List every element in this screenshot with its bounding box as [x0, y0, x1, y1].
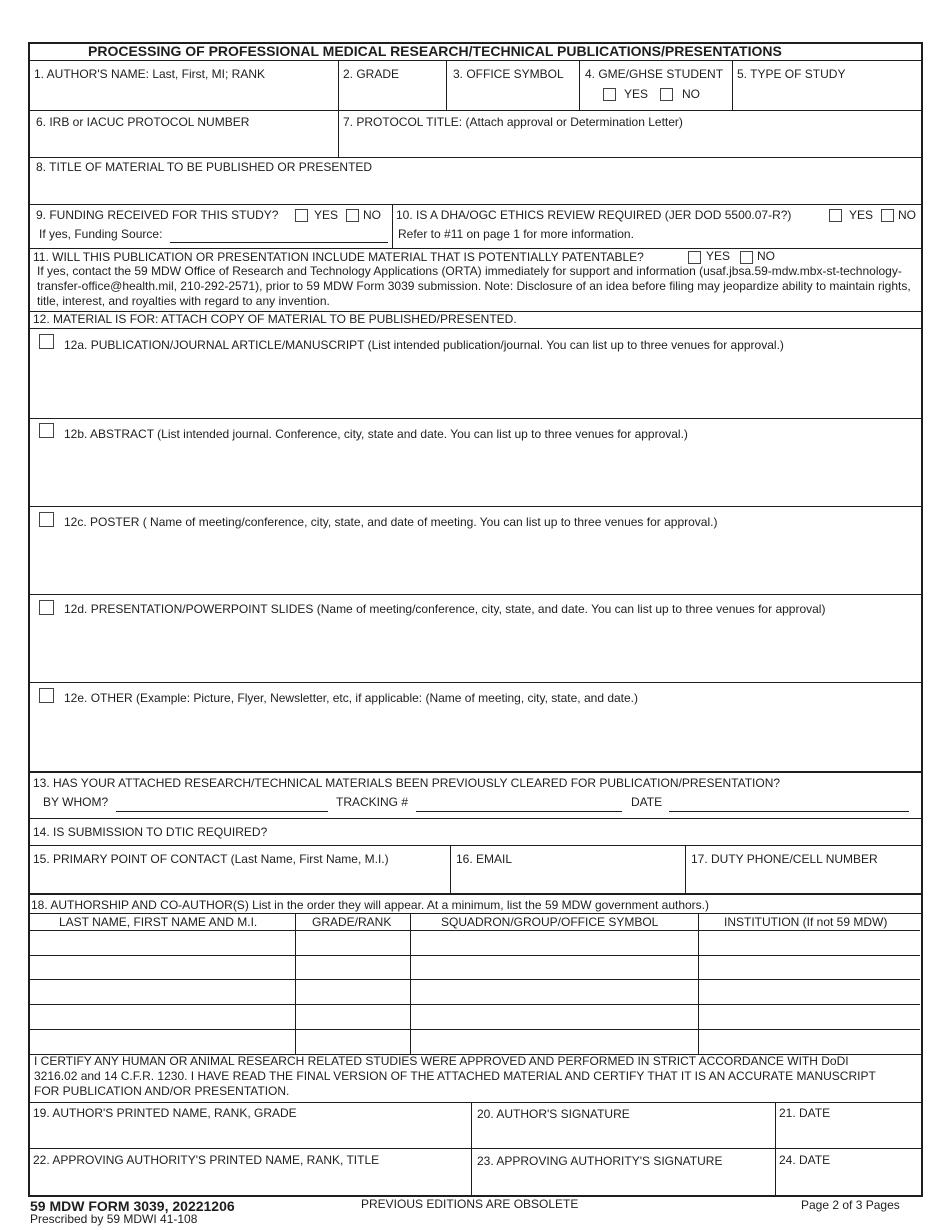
ethics-refer-note: Refer to #11 on page 1 for more information. [398, 227, 634, 241]
divider [28, 1148, 923, 1149]
divider [28, 845, 923, 846]
poster-checkbox[interactable] [39, 512, 54, 527]
field-20-label: 20. AUTHOR'S SIGNATURE [477, 1107, 630, 1121]
certification-statement: I CERTIFY ANY HUMAN OR ANIMAL RESEARCH RELATED STUDIES WERE APPROVED AND PERFORMED IN STRICT ACCORDANCE WITH DoDI 3216.02 and 14 C.F.R. 1230. I HAVE READ THE FINAL VERSION OF THE ATTACHED MATERIAL AND CERTIFY THAT IT IS AN ACCURATE MANUSCRIPT FOR PUBLICATION AND/OR PRESENTATION. [34, 1054, 876, 1098]
field-12-label: 12. MATERIAL IS FOR: ATTACH COPY OF MATERIAL TO BE PUBLISHED/PRESENTED. [33, 312, 517, 326]
author-row-3[interactable] [29, 980, 919, 1003]
field-6-label: 6. IRB or IACUC PROTOCOL NUMBER [36, 115, 250, 129]
form-title: PROCESSING OF PROFESSIONAL MEDICAL RESEARCH/TECHNICAL PUBLICATIONS/PRESENTATIONS [88, 43, 782, 59]
divider [685, 845, 686, 893]
divider [28, 818, 923, 819]
patent-yes-label: YES [706, 249, 731, 263]
field-16-label: 16. EMAIL [456, 852, 513, 866]
funding-no-checkbox[interactable] [346, 209, 359, 222]
author-row-1[interactable] [29, 931, 919, 954]
field-12b-label: 12b. ABSTRACT (List intended journal. Conference, city, state and date. You can list up to three venues for approval.) [64, 427, 688, 441]
gme-yes-label: YES [624, 87, 649, 101]
cleared-date-field[interactable] [669, 811, 909, 812]
divider [28, 60, 923, 61]
ethics-yes-label: YES [849, 208, 874, 222]
field-9-label: 9. FUNDING RECEIVED FOR THIS STUDY? [36, 208, 279, 222]
divider [450, 845, 451, 893]
gme-no-checkbox[interactable] [660, 88, 673, 101]
gme-no-label: NO [682, 87, 700, 101]
page-number: Page 2 of 3 Pages [801, 1198, 900, 1212]
funding-no-label: NO [363, 208, 381, 222]
field-5-label: 5. TYPE OF STUDY [737, 67, 846, 81]
patent-no-label: NO [757, 249, 775, 263]
divider [28, 204, 923, 205]
divider [28, 157, 923, 158]
author-row-2[interactable] [29, 956, 919, 978]
col-header-squadron: SQUADRON/GROUP/OFFICE SYMBOL [441, 915, 659, 929]
ethics-yes-checkbox[interactable] [829, 209, 842, 222]
col-header-institution: INSTITUTION (If not 59 MDW) [724, 915, 888, 929]
divider [28, 682, 923, 683]
field-12d-label: 12d. PRESENTATION/POWERPOINT SLIDES (Name of meeting/conference, city, state, and date. You can list up to three venues for approval) [64, 602, 826, 616]
field-18-label: 18. AUTHORSHIP AND CO-AUTHOR(S) List in the order they will appear. At a minimum, list the 59 MDW government authors.) [31, 898, 710, 912]
field-7-label: 7. PROTOCOL TITLE: (Attach approval or Determination Letter) [343, 115, 683, 129]
field-22-label: 22. APPROVING AUTHORITY'S PRINTED NAME, RANK, TITLE [33, 1153, 380, 1167]
publication-checkbox[interactable] [39, 334, 54, 349]
tracking-label: TRACKING # [336, 795, 409, 809]
divider [28, 418, 923, 419]
field-24-label: 24. DATE [779, 1153, 831, 1167]
divider [28, 893, 923, 895]
divider [338, 60, 339, 110]
divider [775, 1102, 776, 1197]
divider [28, 328, 923, 329]
divider [28, 1102, 923, 1103]
field-15-label: 15. PRIMARY POINT OF CONTACT (Last Name, First Name, M.I.) [33, 852, 389, 866]
field-1-label: 1. AUTHOR'S NAME: Last, First, MI; RANK [34, 67, 265, 81]
field-4-label: 4. GME/GHSE STUDENT [585, 67, 724, 81]
divider [471, 1102, 472, 1197]
obsolete-note: PREVIOUS EDITIONS ARE OBSOLETE [361, 1197, 579, 1211]
divider [28, 913, 923, 914]
field-12c-label: 12c. POSTER ( Name of meeting/conference, city, state, and date of meeting. You can list up to three venues for approval.) [64, 515, 718, 529]
field-19-label: 19. AUTHOR'S PRINTED NAME, RANK, GRADE [33, 1106, 297, 1120]
tracking-field[interactable] [416, 811, 622, 812]
gme-yes-checkbox[interactable] [603, 88, 616, 101]
presentation-checkbox[interactable] [39, 600, 54, 615]
col-header-name: LAST NAME, FIRST NAME AND M.I. [59, 915, 258, 929]
divider [732, 60, 733, 110]
ethics-no-checkbox[interactable] [881, 209, 894, 222]
divider [392, 204, 393, 248]
other-checkbox[interactable] [39, 688, 54, 703]
author-row-4[interactable] [29, 1005, 919, 1028]
by-whom-field[interactable] [116, 811, 328, 812]
field-8-label: 8. TITLE OF MATERIAL TO BE PUBLISHED OR PRESENTED [36, 160, 373, 174]
divider [338, 110, 339, 157]
divider [446, 60, 447, 110]
author-row-5[interactable] [29, 1030, 919, 1053]
funding-yes-label: YES [314, 208, 339, 222]
abstract-checkbox[interactable] [39, 423, 54, 438]
field-12e-label: 12e. OTHER (Example: Picture, Flyer, Newsletter, etc, if applicable: (Name of meeting, city, state, and date.) [64, 691, 639, 705]
field-12a-label: 12a. PUBLICATION/JOURNAL ARTICLE/MANUSCRIPT (List intended publication/journal. You can list up to three venues for approval.) [64, 338, 784, 352]
divider [579, 60, 580, 110]
patent-yes-checkbox[interactable] [688, 251, 701, 264]
field-13-label: 13. HAS YOUR ATTACHED RESEARCH/TECHNICAL MATERIALS BEEN PREVIOUSLY CLEARED FOR PUBLICATION/PRESENTATION? [33, 776, 781, 790]
divider [28, 594, 923, 595]
divider [28, 110, 923, 111]
prescribed-by: Prescribed by 59 MDWI 41-108 [30, 1212, 198, 1226]
field-17-label: 17. DUTY PHONE/CELL NUMBER [691, 852, 878, 866]
form-number: 59 MDW FORM 3039, 20221206 [30, 1198, 235, 1214]
funding-source-label: If yes, Funding Source: [39, 227, 163, 241]
funding-source-field[interactable] [170, 242, 388, 243]
field-21-label: 21. DATE [779, 1106, 831, 1120]
field-3-label: 3. OFFICE SYMBOL [453, 67, 564, 81]
field-14-label: 14. IS SUBMISSION TO DTIC REQUIRED? [33, 825, 268, 839]
field-10-label: 10. IS A DHA/OGC ETHICS REVIEW REQUIRED (JER DOD 5500.07-R?) [396, 208, 792, 222]
divider [28, 506, 923, 507]
by-whom-label: BY WHOM? [43, 795, 109, 809]
patent-no-checkbox[interactable] [740, 251, 753, 264]
field-2-label: 2. GRADE [343, 67, 400, 81]
divider [28, 771, 923, 773]
funding-yes-checkbox[interactable] [295, 209, 308, 222]
patent-note: If yes, contact the 59 MDW Office of Research and Technology Applications (ORTA) immediately for support and information (usaf.jbsa.59-mdw.mbx-st-technology-transfer-office@health.mil, 210-292-2571), prior to 59 MDW Form 3039 submission. Note: Disclosure of an idea before filing may jeopardize ability to maintain rights, title, interest, and royalties with regard to any invention. [37, 264, 911, 308]
ethics-no-label: NO [898, 208, 916, 222]
field-11-label: 11. WILL THIS PUBLICATION OR PRESENTATION INCLUDE MATERIAL THAT IS POTENTIALLY PATENTABLE? [33, 250, 644, 264]
field-23-label: 23. APPROVING AUTHORITY'S SIGNATURE [477, 1154, 723, 1168]
cleared-date-label: DATE [631, 795, 663, 809]
divider [28, 248, 923, 249]
col-header-grade: GRADE/RANK [312, 915, 392, 929]
